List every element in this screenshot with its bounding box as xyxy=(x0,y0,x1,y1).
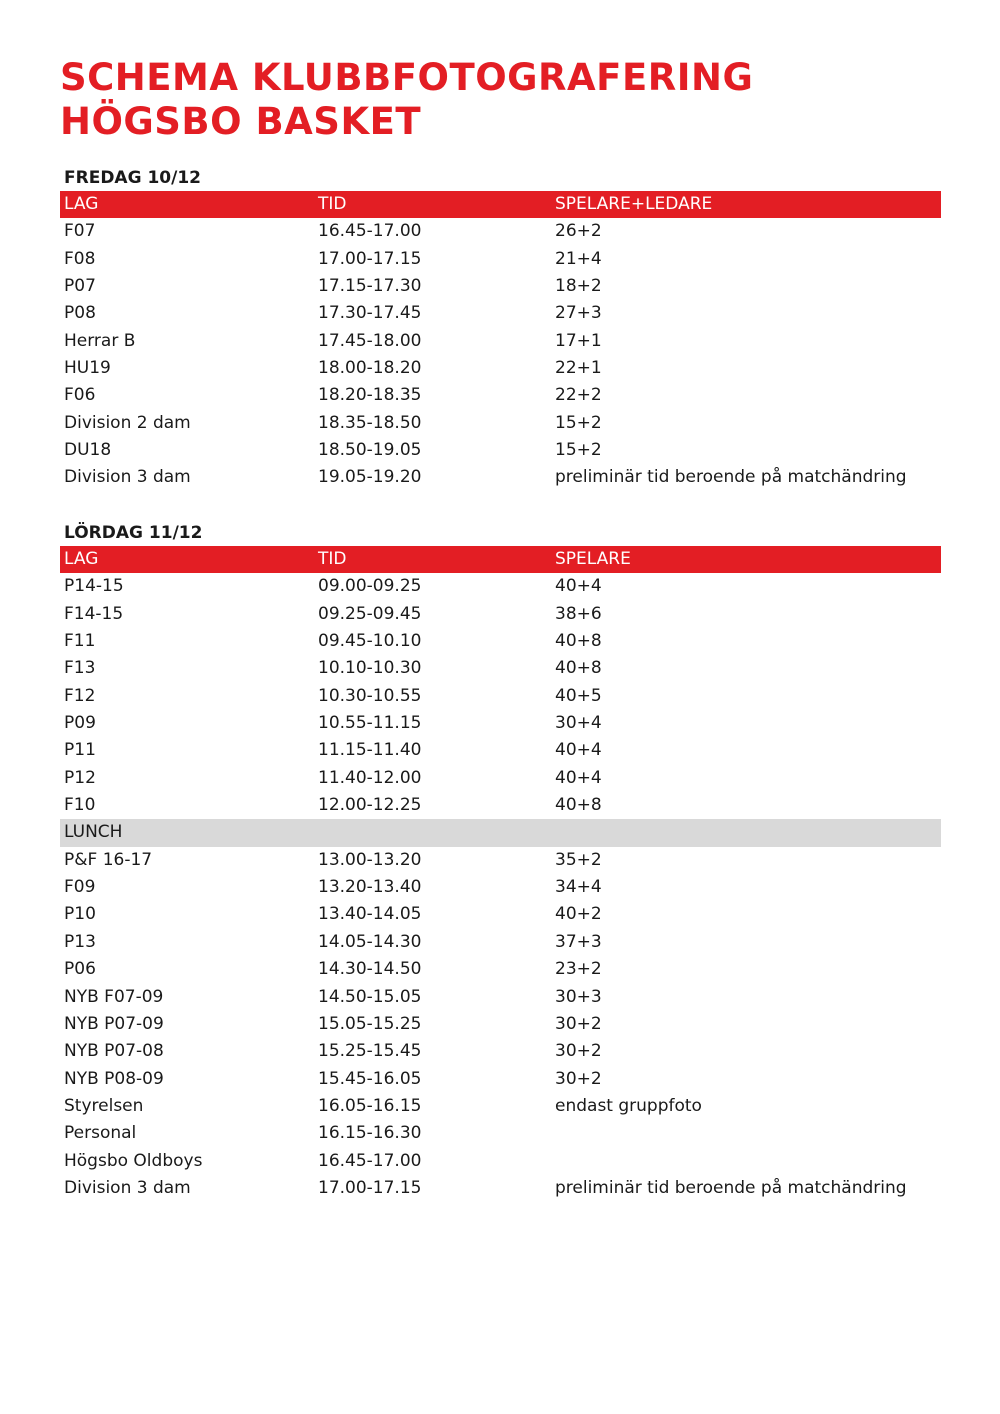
players-cell: 34+4 xyxy=(555,877,602,898)
players-cell: 40+8 xyxy=(555,795,602,816)
saturday-schedule xyxy=(60,520,941,1202)
friday-schedule xyxy=(60,165,941,492)
players-cell: 30+4 xyxy=(555,713,602,734)
team-cell: P08 xyxy=(64,303,96,324)
table-row xyxy=(60,984,941,1011)
time-cell: 09.00-09.25 xyxy=(318,576,422,597)
team-cell: NYB P07-08 xyxy=(64,1041,164,1062)
team-cell: F10 xyxy=(64,795,96,816)
players-cell: 40+8 xyxy=(555,631,602,652)
table-row xyxy=(60,410,941,437)
time-cell xyxy=(314,819,551,846)
team-cell: P12 xyxy=(64,767,96,788)
time-cell: 18.35-18.50 xyxy=(318,412,422,433)
table-row xyxy=(60,901,941,928)
page-title xyxy=(60,56,753,144)
table-row xyxy=(60,464,941,491)
team-cell: Högsbo Oldboys xyxy=(64,1150,203,1171)
time-cell: 12.00-12.25 xyxy=(318,795,422,816)
table-row xyxy=(60,1148,941,1175)
column-header-lag: LAG xyxy=(64,549,99,569)
table-row xyxy=(60,1120,941,1147)
team-cell: Division 3 dam xyxy=(64,467,191,488)
team-cell: P14-15 xyxy=(64,576,124,597)
time-cell: 18.00-18.20 xyxy=(318,358,422,379)
time-cell: 17.30-17.45 xyxy=(318,303,422,324)
team-cell: F12 xyxy=(64,685,96,706)
table-row xyxy=(60,737,941,764)
table-row xyxy=(60,1175,941,1202)
team-cell: NYB F07-09 xyxy=(64,986,164,1007)
table-row xyxy=(60,1038,941,1065)
team-cell: Styrelsen xyxy=(64,1095,144,1116)
team-cell: Personal xyxy=(64,1123,137,1144)
time-cell: 17.00-17.15 xyxy=(318,1177,422,1198)
players-cell: 40+8 xyxy=(555,658,602,679)
players-cell: 30+2 xyxy=(555,1041,602,1062)
team-cell: Division 2 dam xyxy=(64,412,191,433)
players-cell: preliminär tid beroende på matchändring xyxy=(555,1177,907,1198)
time-cell: 14.50-15.05 xyxy=(318,986,422,1007)
players-cell: 35+2 xyxy=(555,849,602,870)
team-cell: LUNCH xyxy=(64,822,123,843)
table-row xyxy=(60,300,941,327)
team-cell: P&F 16-17 xyxy=(64,849,153,870)
time-cell: 18.50-19.05 xyxy=(318,440,422,461)
saturday-heading: LÖRDAG 11/12 xyxy=(64,523,203,543)
table-row xyxy=(60,355,941,382)
team-cell: P07 xyxy=(64,276,96,297)
team-cell: F08 xyxy=(64,248,96,269)
table-row xyxy=(60,273,941,300)
table-row xyxy=(60,1093,941,1120)
time-cell: 09.45-10.10 xyxy=(318,631,422,652)
players-cell: 40+4 xyxy=(555,576,602,597)
team-cell: F13 xyxy=(64,658,96,679)
time-cell: 16.45-17.00 xyxy=(318,221,422,242)
players-cell: 40+2 xyxy=(555,904,602,925)
table-row xyxy=(60,956,941,983)
time-cell: 14.05-14.30 xyxy=(318,931,422,952)
friday-heading: FREDAG 10/12 xyxy=(64,168,201,188)
players-cell: 17+1 xyxy=(555,330,602,351)
time-cell: 14.30-14.50 xyxy=(318,959,422,980)
players-cell: 23+2 xyxy=(555,959,602,980)
lunch-break-row xyxy=(60,819,941,846)
players-cell: 40+4 xyxy=(555,740,602,761)
table-row xyxy=(60,929,941,956)
players-cell: 38+6 xyxy=(555,603,602,624)
column-header-spelare-ledare: SPELARE+LEDARE xyxy=(555,194,713,214)
time-cell: 18.20-18.35 xyxy=(318,385,422,406)
team-cell: F14-15 xyxy=(64,603,124,624)
table-row xyxy=(60,683,941,710)
title-line-2: HÖGSBO BASKET xyxy=(60,100,422,143)
time-cell: 16.05-16.15 xyxy=(318,1095,422,1116)
players-cell: 37+3 xyxy=(555,931,602,952)
time-cell: 15.45-16.05 xyxy=(318,1068,422,1089)
team-cell: NYB P07-09 xyxy=(64,1013,164,1034)
table-row xyxy=(60,601,941,628)
table-row xyxy=(60,765,941,792)
players-cell: endast gruppfoto xyxy=(555,1095,702,1116)
table-row xyxy=(60,847,941,874)
table-row xyxy=(60,628,941,655)
time-cell: 09.25-09.45 xyxy=(318,603,422,624)
team-cell: NYB P08-09 xyxy=(64,1068,164,1089)
players-cell: 18+2 xyxy=(555,276,602,297)
table-row xyxy=(60,792,941,819)
table-row xyxy=(60,874,941,901)
team-cell: P09 xyxy=(64,713,96,734)
players-cell xyxy=(551,819,941,846)
table-row xyxy=(60,710,941,737)
time-cell: 16.45-17.00 xyxy=(318,1150,422,1171)
team-cell: Division 3 dam xyxy=(64,1177,191,1198)
players-cell: 22+1 xyxy=(555,358,602,379)
friday-table-header xyxy=(60,191,941,218)
players-cell: 40+4 xyxy=(555,767,602,788)
table-row xyxy=(60,573,941,600)
players-cell: 15+2 xyxy=(555,412,602,433)
team-cell: P13 xyxy=(64,931,96,952)
team-cell: F09 xyxy=(64,877,96,898)
time-cell: 10.55-11.15 xyxy=(318,713,422,734)
team-cell: HU19 xyxy=(64,358,111,379)
team-cell: P06 xyxy=(64,959,96,980)
team-cell: F11 xyxy=(64,631,96,652)
table-row xyxy=(60,218,941,245)
table-row xyxy=(60,246,941,273)
time-cell: 15.25-15.45 xyxy=(318,1041,422,1062)
table-row xyxy=(60,1011,941,1038)
time-cell: 19.05-19.20 xyxy=(318,467,422,488)
time-cell: 11.40-12.00 xyxy=(318,767,422,788)
column-header-tid: TID xyxy=(318,194,347,214)
team-cell: P10 xyxy=(64,904,96,925)
team-cell: F06 xyxy=(64,385,96,406)
time-cell: 10.30-10.55 xyxy=(318,685,422,706)
column-header-spelare: SPELARE xyxy=(555,549,631,569)
players-cell: 22+2 xyxy=(555,385,602,406)
time-cell: 15.05-15.25 xyxy=(318,1013,422,1034)
team-cell: DU18 xyxy=(64,440,112,461)
time-cell: 11.15-11.40 xyxy=(318,740,422,761)
table-row xyxy=(60,655,941,682)
team-cell: Herrar B xyxy=(64,330,136,351)
players-cell: preliminär tid beroende på matchändring xyxy=(555,467,907,488)
table-row xyxy=(60,382,941,409)
time-cell: 13.20-13.40 xyxy=(318,877,422,898)
players-cell: 21+4 xyxy=(555,248,602,269)
column-header-lag: LAG xyxy=(64,194,99,214)
players-cell: 26+2 xyxy=(555,221,602,242)
table-row xyxy=(60,437,941,464)
time-cell: 17.15-17.30 xyxy=(318,276,422,297)
players-cell: 30+2 xyxy=(555,1068,602,1089)
players-cell: 15+2 xyxy=(555,440,602,461)
time-cell: 17.45-18.00 xyxy=(318,330,422,351)
players-cell xyxy=(551,1120,941,1147)
players-cell: 30+2 xyxy=(555,1013,602,1034)
saturday-table-header xyxy=(60,546,941,573)
players-cell: 27+3 xyxy=(555,303,602,324)
team-cell: P11 xyxy=(64,740,96,761)
players-cell: 40+5 xyxy=(555,685,602,706)
players-cell: 30+3 xyxy=(555,986,602,1007)
title-line-1: SCHEMA KLUBBFOTOGRAFERING xyxy=(60,56,754,99)
players-cell xyxy=(551,1148,941,1175)
team-cell: F07 xyxy=(64,221,96,242)
table-row xyxy=(60,328,941,355)
time-cell: 16.15-16.30 xyxy=(318,1123,422,1144)
time-cell: 10.10-10.30 xyxy=(318,658,422,679)
table-row xyxy=(60,1066,941,1093)
time-cell: 13.00-13.20 xyxy=(318,849,422,870)
column-header-tid: TID xyxy=(318,549,347,569)
time-cell: 17.00-17.15 xyxy=(318,248,422,269)
time-cell: 13.40-14.05 xyxy=(318,904,422,925)
